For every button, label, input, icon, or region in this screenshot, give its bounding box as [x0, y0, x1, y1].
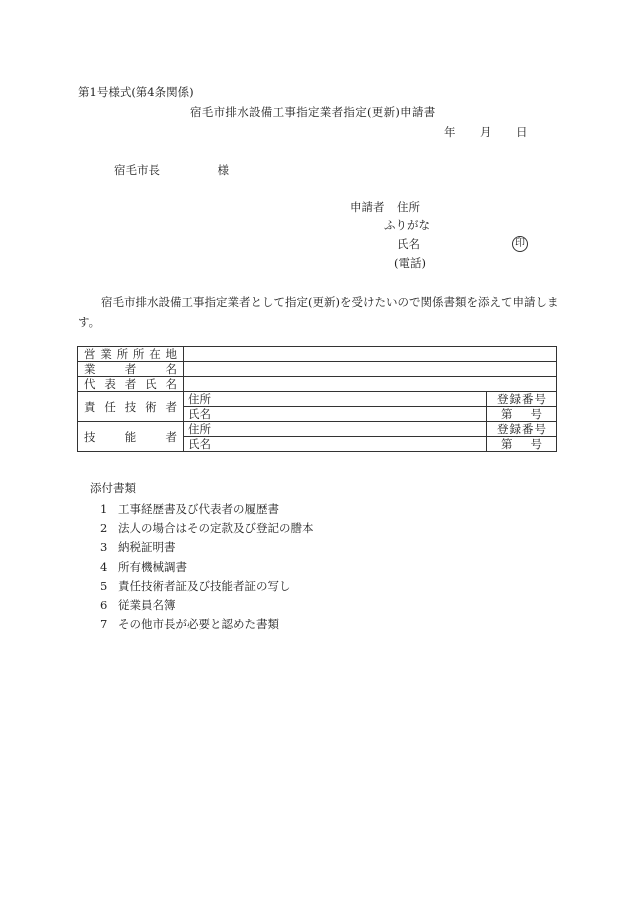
applicant-info-table [77, 346, 557, 452]
dai-label: 第 [501, 437, 513, 451]
list-item: 1 工事経歴書及び代表者の履歴書 [100, 502, 279, 516]
go-label: 号 [530, 437, 542, 451]
table-row-representative [78, 377, 557, 392]
applicant-name-label: 氏名 [397, 237, 420, 251]
chief-engineer-registration-label: 登録番号 [487, 392, 557, 407]
office-location-value [184, 347, 557, 362]
date-line [444, 124, 528, 140]
table-row-chief-engineer-address [78, 392, 557, 407]
date-year: 年 [444, 125, 456, 139]
representative-label: 代表者氏名 [78, 377, 184, 392]
representative-value [184, 377, 557, 392]
chief-engineer-address-label: 住所 [184, 392, 487, 407]
applicant-phone-label: (電話) [394, 256, 426, 270]
office-location-label: 営業所所在地 [78, 347, 184, 362]
dai-label: 第 [501, 407, 513, 421]
list-item: 2 法人の場合はその定款及び登記の謄本 [100, 521, 314, 536]
table-row-business-name [78, 362, 557, 377]
chief-engineer-name-label: 氏名 [184, 407, 487, 422]
technician-registration-label: 登録番号 [487, 422, 557, 437]
applicant-address-label: 住所 [397, 200, 420, 214]
table-row-office-location [78, 347, 557, 362]
attachments-list [100, 500, 314, 634]
chief-engineer-registration-number [487, 407, 557, 422]
date-day: 日 [516, 125, 528, 139]
list-item: 5 責任技術者証及び技能者証の写し [100, 578, 291, 593]
form-number: 第1号様式(第4条関係) [78, 85, 194, 99]
application-statement: 宿毛市排水設備工事指定業者として指定(更新)を受けたいので関係書類を添えて申請します。 [78, 295, 559, 329]
business-name-label: 業者名 [78, 362, 184, 377]
applicant-label: 申請者 [350, 200, 385, 214]
attachments-title: 添付書類 [90, 481, 136, 495]
technician-registration-number [487, 437, 557, 452]
document-title: 宿毛市排水設備工事指定業者指定(更新)申請書 [190, 105, 436, 119]
technician-label: 技能者 [78, 422, 184, 452]
date-month: 月 [480, 125, 492, 139]
business-name-value [184, 362, 557, 377]
list-item: 6 従業員名簿 [100, 597, 176, 612]
addressee: 宿毛市長 様 [114, 163, 229, 177]
applicant-furigana-label: ふりがな [384, 218, 430, 232]
list-item: 4 所有機械調書 [100, 559, 187, 574]
list-item: 3 納税証明書 [100, 540, 176, 555]
table-row-technician-address [78, 422, 557, 437]
technician-address-label: 住所 [184, 422, 487, 437]
chief-engineer-label: 責任技術者 [78, 392, 184, 422]
seal-mark: 印 [512, 236, 528, 252]
technician-name-label: 氏名 [184, 437, 487, 452]
list-item: 7 その他市長が必要と認めた書類 [100, 617, 279, 632]
go-label: 号 [530, 407, 542, 421]
